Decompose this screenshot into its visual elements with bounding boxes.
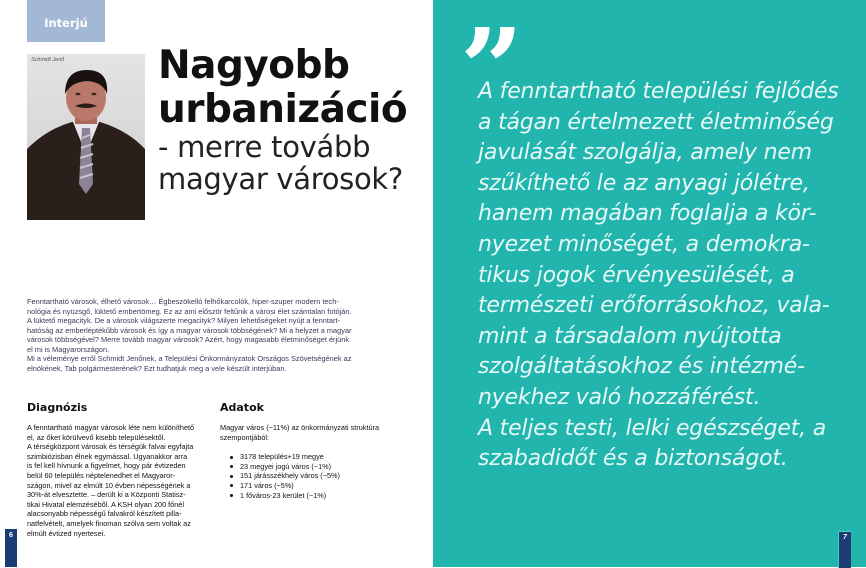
intro-line: hatóság az emberléptékűbb városok és így a magyar városok többségének? Mi a helyzet a magyar [27,325,352,335]
data-column [220,401,420,500]
quote-line: tikus jogok érvényesülését, a [478,262,795,288]
headline [158,44,407,132]
diagnosis-line: tikai Hivatal elemzéséből. A KSH olyan 200 főnél [27,499,184,509]
diagnosis-column [27,401,207,538]
quote-line: nyezet minőségét, a demokra- [478,231,810,257]
subheadline-line: magyar városok? [158,162,404,196]
section-tab-label: Interjú [44,16,88,30]
headline-line: Nagyobb [158,43,350,88]
diagnosis-line: belül 60 település néptelenedhet el Magyaror- [27,470,176,480]
diagnosis-line: A térségközpont városok és térségük falvai egyfajta [27,442,194,452]
data-bullet-item: 151 járásszékhely város (~5%) [230,471,420,481]
intro-line: elnökének, Tab polgármesterének? Ezt tudhatjuk meg a vele készült interjúban. [27,363,287,373]
diagnosis-line: alacsonyabb népességű falvakról készített pilla- [27,509,182,519]
quote-mark-icon: ” [460,14,524,84]
data-bullet-item: 3178 település+19 megye [230,452,420,462]
page-number-left: 6 [5,529,17,567]
data-intro-line: szempontjából: [220,432,270,442]
intro-line: Mi a véleménye erről Schmidt Jenőnek, a Települési Önkormányzatok Országos Szövetségének az [27,354,352,363]
intro-line: városok többségével? Merre tovább magyar városok? Azért, hogy magasabb életminőséget érjünk [27,335,350,344]
diagnosis-line: natfelvételt, amelyek finoman szólva sem voltak az [27,518,191,528]
data-intro-line: Magyar város (~11%) az önkormányzati struktúra [220,423,380,432]
quote-line: nyekhez való hozzáférést. [478,384,761,410]
pull-quote [478,77,858,475]
intro-line: nológia és nyüzsgő, lüktető embertömeg. Ez az ami először feltűnik a városi élet számtalan fotóján. [27,306,352,316]
portrait-illustration [27,54,145,220]
quote-line: szűkíthető le az anyagi jólétre, [478,170,810,196]
subheadline [158,131,403,195]
data-bullet-item: 1 főváros-23 kerület (~1%) [230,491,420,501]
quote-line: A teljes testi, lelki egészséget, a [478,415,827,441]
intro-line: A lüktető megacityk. De a városok világszerte megacityk? Milyen lehetőségeket nyújt a fenntart- [27,316,341,325]
diagnosis-body [27,423,207,538]
quote-line: A fenntartható települési fejlődés [478,79,839,104]
data-bullet-list [220,452,420,500]
portrait-photo [27,54,145,220]
intro-paragraph [27,297,411,373]
diagnosis-heading: Diagnózis [27,401,88,414]
diagnosis-line: A fenntartható magyar városok léte nem különíthető [27,423,195,432]
photo-caption: Schmidt Jenő [31,57,65,63]
intro-line: el mi is Magyarországon. [27,344,110,354]
diagnosis-line: elmúlt évtized nyertesei. [27,528,106,538]
diagnosis-line: el, az őket körülvevő kisebb településektől. [27,432,166,442]
eye-right [92,93,97,96]
subheadline-line: - merre tovább [158,130,371,164]
quote-line: javulását szolgálja, amely nem [478,140,812,166]
diagnosis-line: szimbiózisban élnek egymással. Ugyanakkor arra [27,451,188,461]
eye-left [76,93,81,96]
quote-line: szabadidőt és a biztonságot. [478,446,788,472]
diagnosis-line: szágon, mivel az elmúlt 10 évben népességének a [27,480,191,490]
headline-line: urbanizáció [158,87,408,132]
data-bullet-item: 23 megyei jogú város (~1%) [230,462,420,472]
quote-line: hanem magában foglalja a kör- [478,201,817,227]
data-heading: Adatok [220,401,264,414]
data-bullet-item: 171 város (~5%) [230,481,420,491]
diagnosis-line: is fel kell hívnunk a figyelmet, hogy pár évtizeden [27,461,186,471]
quote-line: szolgáltatásokhoz és intézmé- [478,354,805,380]
section-tab [27,0,105,42]
quote-line: természeti erőforrásokhoz, vala- [478,293,830,319]
page-number-right: 7 [838,531,851,568]
diagnosis-line: 30%-át elvesztette. – derült ki a Központi Statisz- [27,490,186,500]
intro-line: Fenntartható városok, élhető városok… Égbeszökelló felhőkarcolók, hiper-szuper modern tech- [27,297,339,306]
quote-line: a tágan értelmezett életminőség [478,109,834,135]
data-intro [220,423,420,442]
quote-line: mint a társadalom nyújtotta [478,323,782,349]
